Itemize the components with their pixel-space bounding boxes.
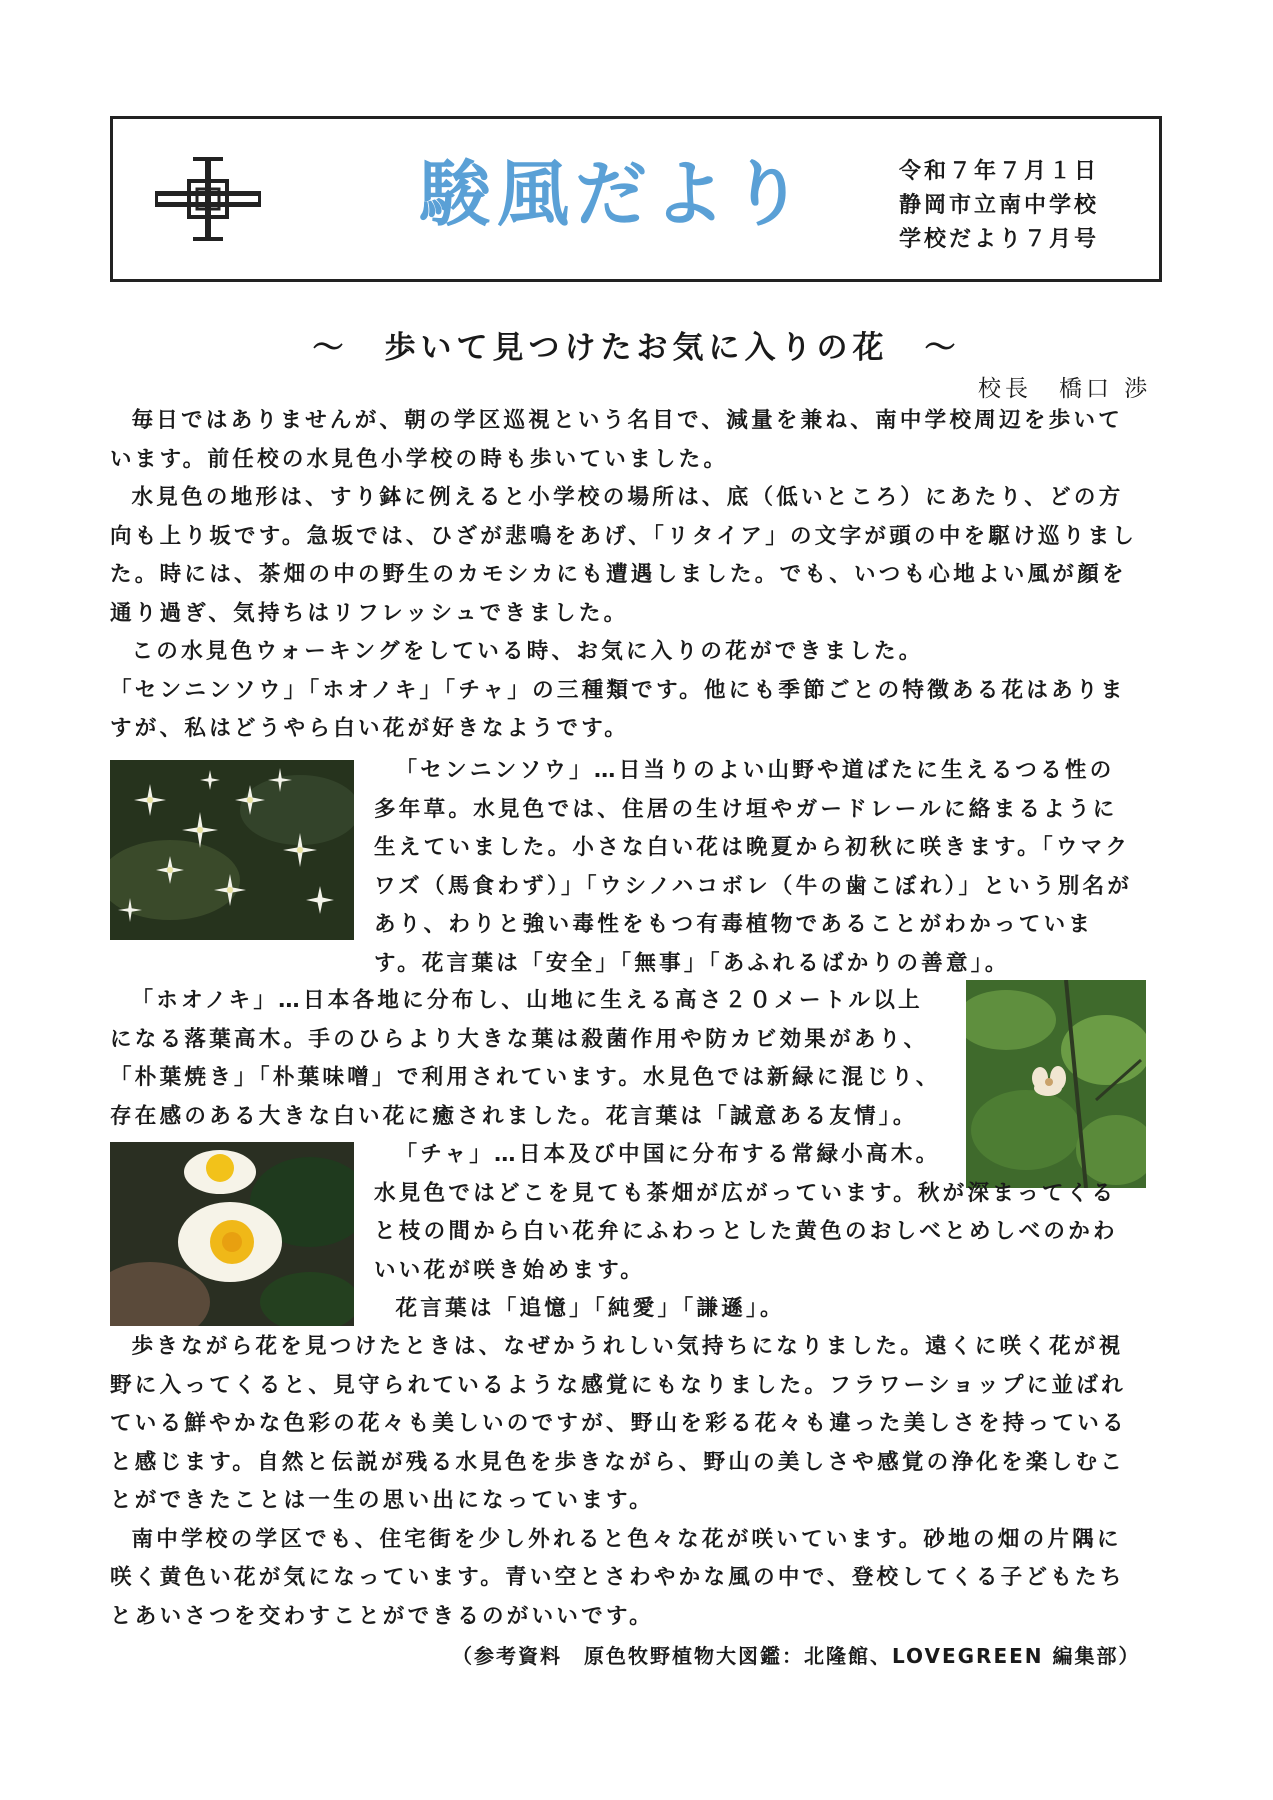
- hoonoki-text: 「ホオノキ」…日本各地に分布し、山地に生える高さ２０メートル以上になる落葉高木。手のひらより大きな葉は殺菌作用や防カビ効果があり、「朴葉焼き」「朴葉味噌」で利用されています。水見色では新緑に混じり、存在感のある大きな白い花に癒されました。花言葉は「誠意ある友情」。: [110, 988, 941, 1129]
- paragraph: 「センニンソウ」「ホオノキ」「チャ」の三種類です。他にも季節ごとの特徴ある花はありますが、私はどうやら白い花が好きなようです。: [110, 677, 1126, 741]
- references: （参考資料 原色牧野植物大図鑑：北隆館、LOVEGREEN 編集部）: [452, 1644, 1141, 1668]
- cha-photo: [110, 1142, 354, 1326]
- issue-info: [899, 155, 1099, 257]
- school-emblem-icon: [153, 155, 263, 243]
- paragraph: 花言葉は「追憶」「純愛」「謙遜」。: [395, 1296, 785, 1321]
- cha-text: [374, 1136, 1134, 1329]
- author: 校長 橋口 渉: [978, 376, 1152, 402]
- header-box: [110, 116, 1162, 282]
- paragraph: この水見色ウォーキングをしている時、お気に入りの花ができました。: [131, 639, 924, 664]
- issue-label: 学校だより７月号: [899, 227, 1100, 252]
- school-name: 静岡市立南中学校: [899, 193, 1100, 218]
- paragraph: 「チャ」…日本及び中国に分布する常緑小高木。: [395, 1142, 941, 1167]
- intro-text: [110, 402, 1140, 749]
- senninsou-text: 「センニンソウ」…日当りのよい山野や道ばたに生えるつる性の多年草。水見色では、住居の生け垣やガードレールに絡まるように生えていました。小さな白い花は晩夏から初秋に咲きます。「ウマクワズ（馬食わず）」「ウシノハコボレ（牛の歯こぼれ）」という別名があり、わりと強い毒性をもつ有毒植物であることがわかっています。花言葉は「安全」「無事」「あふれるばかりの善意」。: [374, 758, 1133, 976]
- closing-text: [110, 1328, 1140, 1636]
- paragraph: 水見色ではどこを見ても茶畑が広がっています。秋が深まってくると枝の間から白い花弁にふわっとした黄色のおしべとめしべのかわいい花が咲き始めます。: [374, 1180, 1118, 1283]
- paragraph: 水見色の地形は、すり鉢に例えると小学校の場所は、底（低いところ）にあたり、どの方向も上り坂です。急坂では、ひざが悲鳴をあげ、「リタイア」の文字が頭の中を駆け巡りました。時には、茶畑の中の野生のカモシカにも遭遇しました。でも、いつも心地よい風が顔を通り過ぎ、気持ちはリフレッシュできました。: [110, 485, 1138, 626]
- senninsou-photo: [110, 760, 354, 940]
- article-title: ～ 歩いて見つけたお気に入りの花 ～: [312, 330, 961, 366]
- newsletter-title: 駿風だより: [419, 152, 810, 236]
- paragraph: 毎日ではありませんが、朝の学区巡視という名目で、減量を兼ね、南中学校周辺を歩いています。前任校の水見色小学校の時も歩いていました。: [110, 408, 1124, 472]
- issue-date: 令和７年７月１日: [899, 159, 1100, 184]
- paragraph: 南中学校の学区でも、住宅街を少し外れると色々な花が咲いています。砂地の畑の片隅に咲く黄色い花が気になっています。青い空とさわやかな風の中で、登校してくる子どもたちとあいさつを交わすことができるのがいいです。: [110, 1526, 1125, 1629]
- paragraph: 歩きながら花を見つけたときは、なぜかうれしい気持ちになりました。遠くに咲く花が視野に入ってくると、見守られているような感覚にもなりました。フラワーショップに並ばれている鮮やかな色彩の花々も美しいのですが、野山を彩る花々も違った美しさを持っていると感じます。自然と伝説が残る水見色を歩きながら、野山の美しさや感覚の浄化を楽しむことができたことは一生の思い出になっています。: [110, 1334, 1127, 1513]
